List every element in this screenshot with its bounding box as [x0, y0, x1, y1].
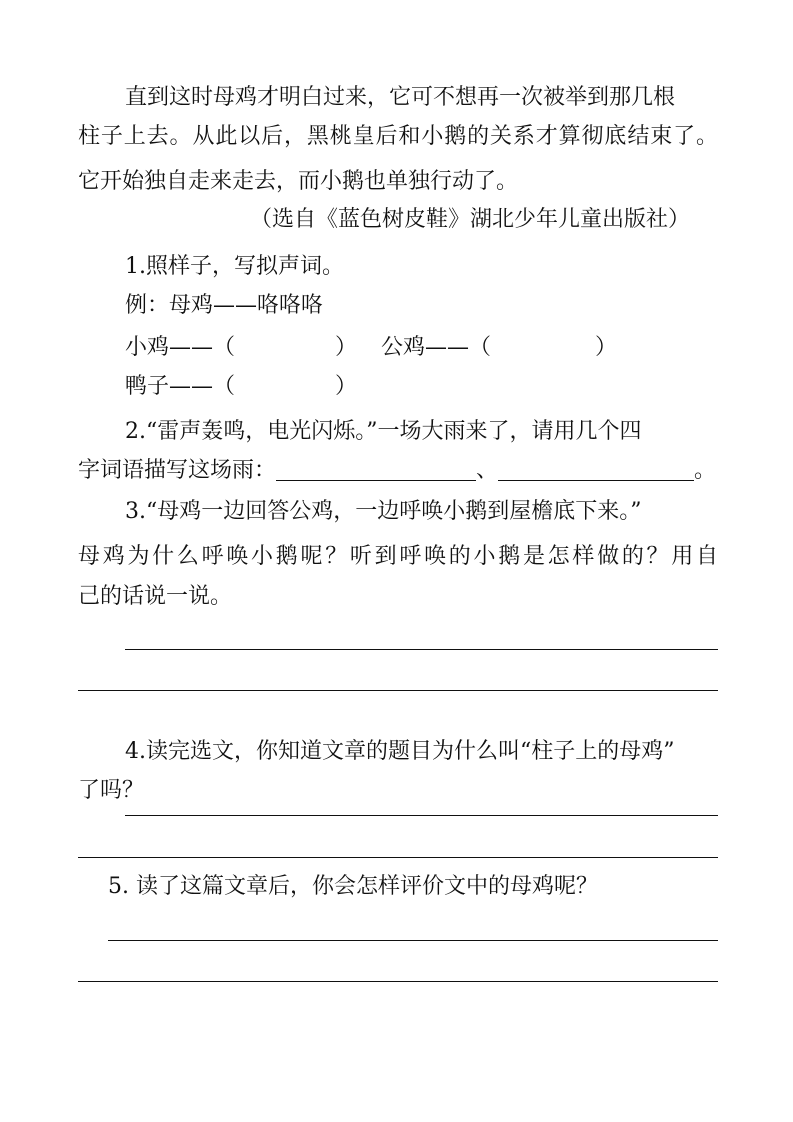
q1-example: 例：母鸡——咯咯咯: [125, 293, 324, 318]
q1-item-rooster: 公鸡——（: [381, 335, 492, 360]
q1-row-1: [125, 333, 718, 363]
q2-line-1: 2.“雷声轰鸣，电光闪烁。”一场大雨来了，请用几个四: [125, 419, 642, 444]
q1-close-3: ）: [335, 374, 358, 399]
q2-answer-blank-2[interactable]: [498, 458, 694, 481]
q1-item-chick: 小鸡——（: [125, 335, 236, 360]
q4-answer-line-1[interactable]: [125, 815, 718, 816]
passage-line-2: 柱子上去。从此以后，黑桃皇后和小鹅的关系才算彻底结束了。: [78, 124, 718, 149]
passage-source: （选自《蓝色树皮鞋》湖北少年儿童出版社）: [250, 207, 691, 232]
q3-line-3: 己的话说一说。: [78, 584, 233, 609]
q2-answer-blank-1[interactable]: [276, 458, 476, 481]
q1-close-2: ）: [595, 335, 618, 360]
q1-prompt: 1.照样子，写拟声词。: [125, 254, 344, 279]
passage-line-1: 直到这时母鸡才明白过来，它可不想再一次被举到那几根: [125, 85, 676, 110]
q4-line-1: 4.读完选文，你知道文章的题目为什么叫“柱子上的母鸡”: [125, 739, 675, 764]
q5-answer-line-1[interactable]: [108, 940, 718, 941]
q2-prefix: 字词语描写这场雨：: [78, 458, 277, 483]
q1-row-2: [125, 372, 718, 402]
q1-close-1: ）: [335, 335, 358, 360]
q2-separator: 、: [476, 458, 499, 483]
q5-answer-line-2[interactable]: [78, 981, 718, 982]
q5-line-1: 5. 读了这篇文章后，你会怎样评价文中的母鸡呢？: [108, 874, 598, 899]
q4-line-2: 了吗？: [78, 778, 145, 803]
q1-item-duck: 鸭子——（: [125, 374, 236, 399]
q3-answer-line-2[interactable]: [78, 690, 718, 691]
passage-line-3: 它开始独自走来走去，而小鹅也单独行动了。: [78, 169, 519, 194]
q4-answer-line-2[interactable]: [78, 857, 718, 858]
q2-line-2: [78, 456, 718, 486]
q2-end: 。: [694, 458, 717, 483]
q3-line-1: 3.“母鸡一边回答公鸡，一边呼唤小鹅到屋檐底下来。”: [125, 499, 642, 524]
q3-answer-line-1[interactable]: [125, 649, 718, 650]
q3-line-2: 母鸡为什么呼唤小鹅呢？听到呼唤的小鹅是怎样做的？用自: [78, 544, 718, 569]
